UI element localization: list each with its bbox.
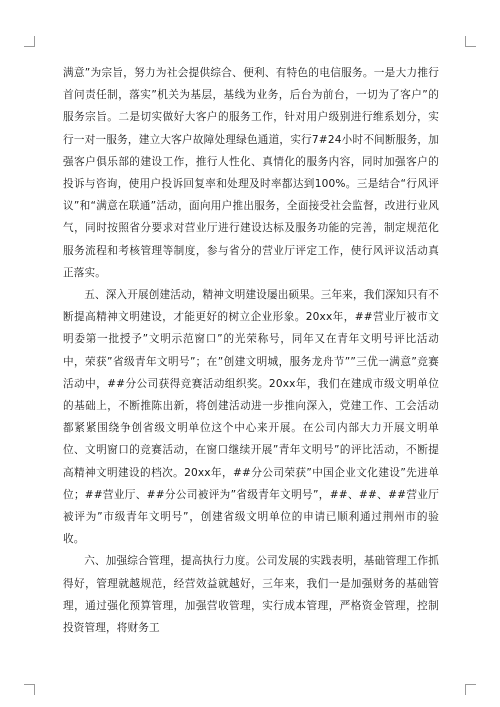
paragraph-comprehensive-management: 六、加强综合管理，提高执行力度。公司发展的实践表明，基础管理工作抓得好，管理就越规范，经营效益就越好，三年来，我们一是加强财务的基础管理，通过强化预算管理，加强营收管理，实行成本管理，严格资金管理，控制投资管理，将财务工 [63,555,439,635]
corner-mark-bottom-right [465,684,476,695]
paragraph-civilization-building: 五、深入开展创建活动，精神文明建设屡出硕果。三年来，我们深知只有不断提高精神文明建设，才能更好的树立企业形象。20xx年，##营业厅被市文明委第一批授予”文明示范窗口”的光荣称号，同年又在青年文明号评比活动中，荣获”省级青年文明号”；在”创建文明城，服务龙舟节””三优一满意”竞赛活动中，##分公司获得竞赛活动组织奖。20xx年，我们在建成市级文明单位的基础上，不断推陈出新，将创建活动进一步推向深入，党建工作、工会活动都紧紧围绕争创省级文明单位这个中心来开展。在公司内部大力开展文明单位、文明窗口的竞赛活动，在窗口继续开展”青年文明号”的评比活动，不断提高精神文明建设的档次。20xx年，##分公司荣获”中国企业文化建设”先进单位；##营业厅、##分公司被评为”省级青年文明号”，##、##、##营业厅被评为”市级青年文明号”，创建省级文明单位的申请已顺利通过荆州市的验收。 [63,289,439,546]
corner-mark-top-right [465,36,476,47]
corner-mark-bottom-left [24,684,35,695]
paragraph-service-tenets: 满意”为宗旨，努力为社会提供综合、便利、有特色的电信服务。一是大力推行首问责任制，落实”机关为基层，基线为业务，后台为前台，一切为了客户”的服务宗旨。二是切实做好大客户的服务工作，针对用户级别进行维系划分，实行一对一服务，建立大客户故障处理绿色通道，实行7#24小时不间断服务，加强客户俱乐部的建设工作，推行人性化、真情化的服务内容，同时加强客户的投诉与咨询，使用户投诉回复率和处理及时率都达到100%。三是结合“行风评议”和“满意在联通”活动，面向用户推出服务，全面接受社会监督，改进行业风气，同时按照省分要求对营业厅进行建设达标及服务功能的完善，制定规范化服务流程和考核管理等制度，参与省分的营业厅评定工作，使行风评议活动真正落实。 [63,67,439,279]
document-page [63,62,439,639]
corner-mark-top-left [24,36,35,47]
